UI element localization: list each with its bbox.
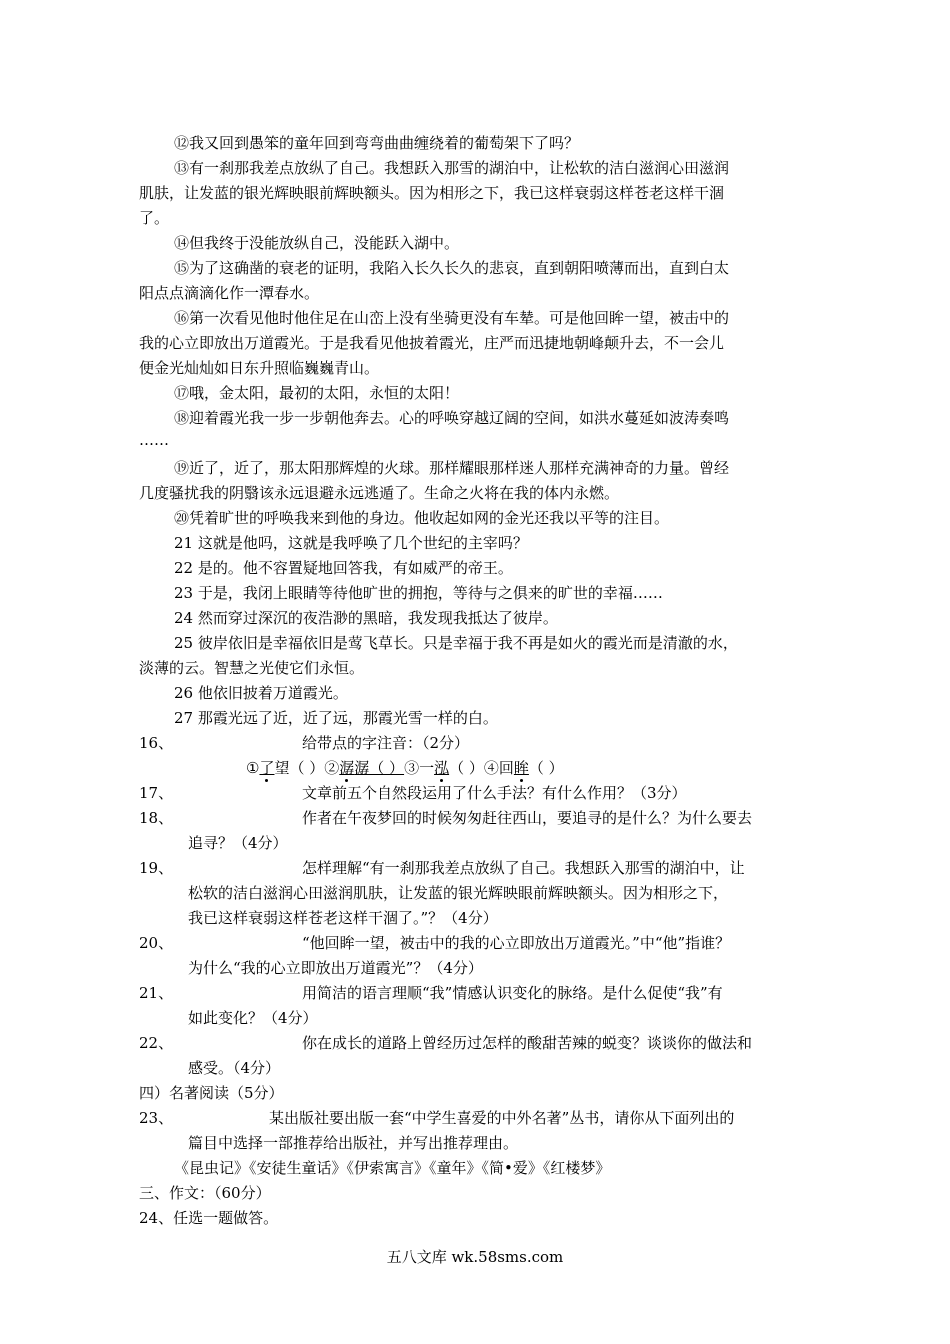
- passage-line: ⑱迎着霞光我一步一步朝他奔去。心的呼唤穿越辽阔的空间，如洪水蔓延如波涛奏鸣: [174, 409, 730, 427]
- passage-line: ⑲近了，近了，那太阳那辉煌的火球。那样耀眼那样迷人那样充满神奇的力量。曾经: [174, 459, 730, 477]
- passage-line: ……: [139, 431, 169, 449]
- passage-line: 22 是的。他不容置疑地回答我，有如威严的帝王。: [174, 559, 513, 577]
- passage-line: ⑳凭着旷世的呼唤我来到他的身边。他收起如网的金光还我以平等的注目。: [174, 509, 670, 527]
- question-number: 21、: [139, 984, 174, 1002]
- question-text: 用简洁的语言理顺“我”情感认识变化的脉络。是什么促使“我”有: [302, 984, 723, 1002]
- passage-line: ⑰哦，金太阳，最初的太阳，永恒的太阳！: [174, 384, 460, 402]
- section-heading: 四）名著阅读（5分）: [139, 1084, 284, 1102]
- question-text: 怎样理解“有一刹那我差点放纵了自己。我想跃入那雪的湖泊中，让: [302, 859, 745, 877]
- passage-line: 便金光灿灿如日东升照临巍巍青山。: [139, 359, 380, 377]
- passage-line: 25 彼岸依旧是幸福依旧是莺飞草长。只是幸福于我不再是如火的霞光而是清澈的水，: [174, 634, 738, 652]
- question-text: 感受。（4分）: [188, 1059, 281, 1077]
- question-text: 文章前五个自然段运用了什么手法？有什么作用？（3分）: [302, 784, 687, 802]
- question-number: 18、: [139, 809, 174, 827]
- question-text: 某出版社要出版一套“中学生喜爱的中外名著”丛书，请你从下面列出的: [269, 1109, 735, 1127]
- question-text: 作者在午夜梦回的时候匆匆赶往西山，要追寻的是什么？为什么要去: [302, 809, 753, 827]
- question-number: 20、: [139, 934, 174, 952]
- question-text: 我已这样衰弱这样苍老这样干涸了。”？（4分）: [188, 909, 498, 927]
- question-number: 23、: [139, 1109, 174, 1127]
- question-number: 19、: [139, 859, 174, 877]
- question-text: “他回眸一望，被击中的我的心立即放出万道霞光。”中“他”指谁？: [302, 934, 731, 952]
- question-text: 给带点的字注音：（2分）: [302, 734, 470, 752]
- passage-line: 肌肤，让发蓝的银光辉映眼前辉映额头。因为相形之下，我已这样衰弱这样苍老这样干涸: [139, 184, 725, 202]
- passage-line: 阳点点滴滴化作一潭春水。: [139, 284, 320, 302]
- passage-line: ⑯第一次看见他时他住足在山峦上没有坐骑更没有车辇。可是他回眸一望，被击中的: [174, 309, 730, 327]
- passage-line: 24 然而穿过深沉的夜浩渺的黑暗，我发现我抵达了彼岸。: [174, 609, 558, 627]
- passage-line: ⑫我又回到愚笨的童年回到弯弯曲曲缠绕着的葡萄架下了吗？: [174, 134, 580, 152]
- passage-line: 几度骚扰我的阴翳该永远退避永远逃遁了。生命之火将在我的体内永燃。: [139, 484, 620, 502]
- passage-line: ⑬有一刹那我差点放纵了自己。我想跃入那雪的湖泊中，让松软的洁白滋润心田滋润: [174, 159, 730, 177]
- question-text: 如此变化？（4分）: [188, 1009, 318, 1027]
- passage-line: 21 这就是他吗，这就是我呼唤了几个世纪的主宰吗？: [174, 534, 528, 552]
- pinyin-item-4: ④回眸（ ）: [483, 759, 564, 777]
- pinyin-item-1: ①了望（ ）: [246, 759, 325, 777]
- question-number: 22、: [139, 1034, 174, 1052]
- question-text: 24、任选一题做答。: [139, 1209, 279, 1227]
- passage-line: 我的心立即放出万道霞光。于是我看见他披着霞光，庄严而迅捷地朝峰颠升去，不一会儿: [139, 334, 725, 352]
- pinyin-item-3: ③一泓（ ）: [404, 759, 484, 777]
- question-text: 篇目中选择一部推荐给出版社，并写出推荐理由。: [188, 1134, 519, 1152]
- passage-line: 淡薄的云。智慧之光使它们永恒。: [139, 659, 365, 677]
- passage-line: 23 于是，我闭上眼睛等待他旷世的拥抱，等待与之俱来的旷世的幸福……: [174, 584, 663, 602]
- footer-watermark: 五八文库 wk.58sms.com: [386, 1248, 564, 1266]
- pinyin-item-2: ②潺潺（ ）: [324, 759, 405, 777]
- passage-line: ⑮为了这确凿的衰老的证明，我陷入长久长久的悲哀，直到朝阳喷薄而出，直到白太: [174, 259, 730, 277]
- question-number: 16、: [139, 734, 174, 752]
- question-text: 你在成长的道路上曾经历过怎样的酸甜苦辣的蜕变？谈谈你的做法和: [302, 1034, 753, 1052]
- book-list: 《昆虫记》《安徒生童话》《伊索寓言》《童年》《简•爱》《红楼梦》: [174, 1159, 611, 1177]
- passage-line: 26 他依旧披着万道霞光。: [174, 684, 348, 702]
- section-heading: 三、作文：（60分）: [139, 1184, 271, 1202]
- question-number: 17、: [139, 784, 174, 802]
- question-text: 松软的洁白滋润心田滋润肌肤，让发蓝的银光辉映眼前辉映额头。因为相形之下，: [188, 884, 729, 902]
- pinyin-items: [246, 758, 564, 778]
- question-text: 追寻？（4分）: [188, 834, 288, 852]
- passage-line: 了。: [139, 209, 170, 227]
- passage-line: ⑭但我终于没能放纵自己，没能跃入湖中。: [174, 234, 460, 252]
- question-text: 为什么“我的心立即放出万道霞光”？（4分）: [188, 959, 483, 977]
- passage-line: 27 那霞光远了近，近了远，那霞光雪一样的白。: [174, 709, 498, 727]
